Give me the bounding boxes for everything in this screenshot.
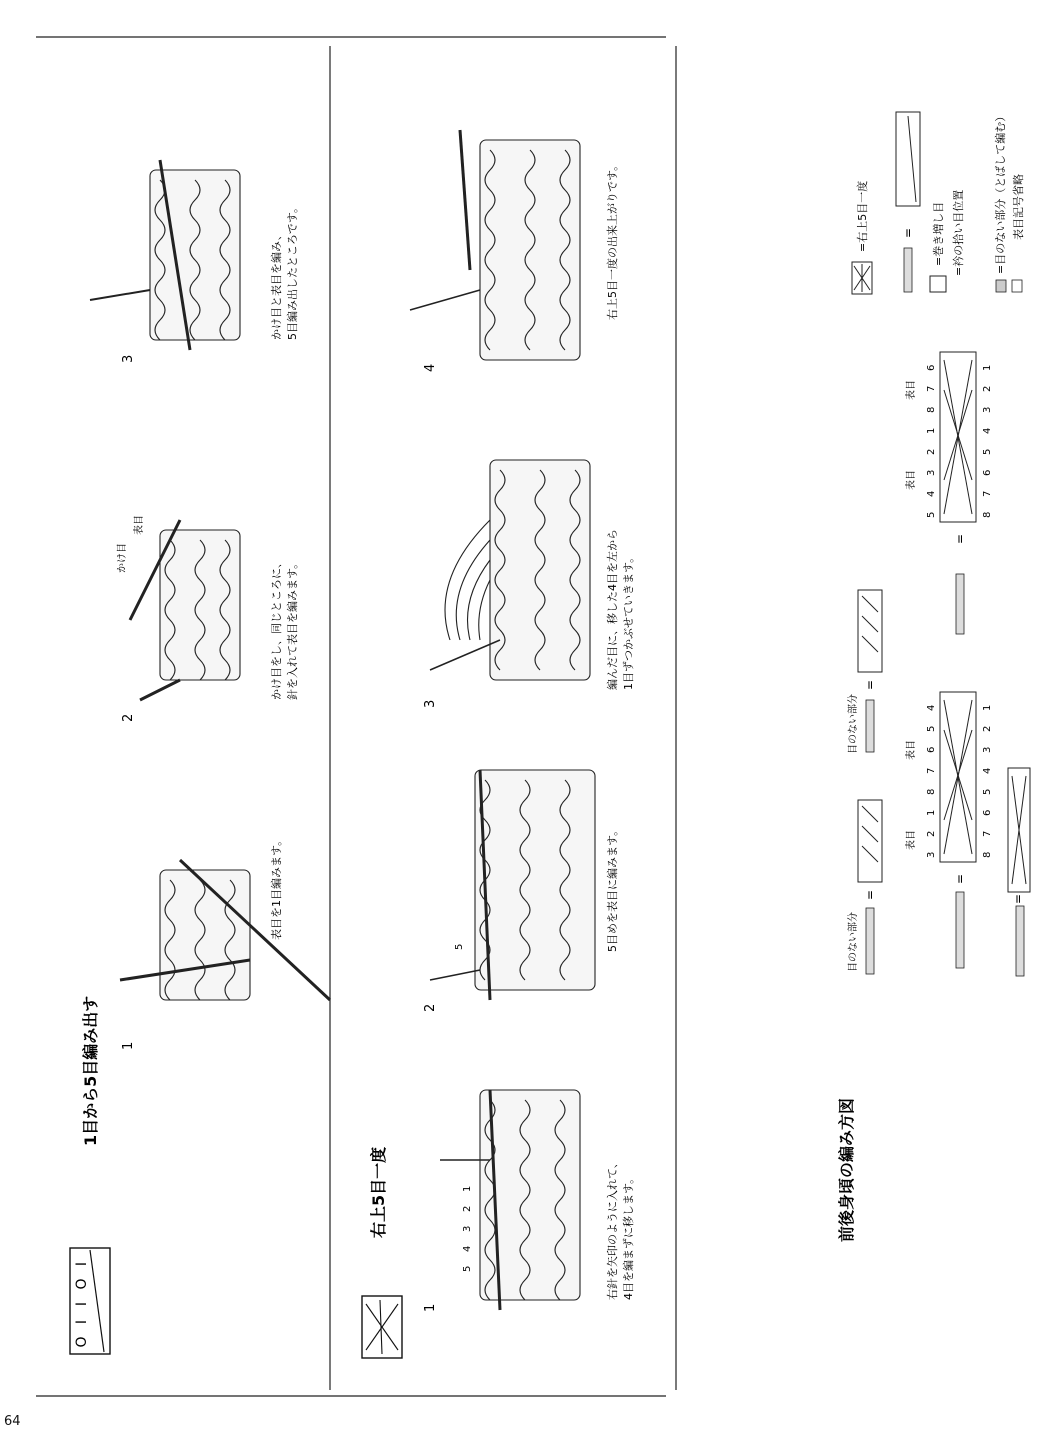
chart-a-top-num: 6 (926, 746, 937, 753)
chart-a-top-numbers (926, 705, 937, 858)
legend-mini-chart (896, 112, 920, 292)
decrease-step-2-caption: 5目めを表目に編みます。 (606, 824, 619, 952)
arrow-number-1: 1 (462, 1185, 473, 1192)
legend-symbol-cast (930, 276, 946, 292)
label-knit: 表目 (134, 515, 145, 535)
chart-b-bottom-num: 7 (982, 490, 993, 497)
cast-on-step-2-number: 2 (121, 713, 136, 722)
cast-on-title: 1目から5目編み出す (81, 995, 100, 1146)
equals-sign-4: = (953, 533, 967, 544)
chart-a-top-num: 2 (926, 830, 937, 837)
decrease-symbol-box (362, 1296, 402, 1358)
decrease-step-2-number: 2 (423, 1003, 438, 1012)
cast-on-step-3-number: 3 (121, 354, 136, 363)
chart-a-top-num: 3 (926, 851, 937, 858)
chart-b-top-num: 2 (926, 448, 937, 455)
chart-a-bottom-num: 7 (982, 830, 993, 837)
chart-b-top-numbers (926, 365, 937, 518)
diagram-title: 前後身頃の編み方図 (837, 1097, 856, 1242)
cast-on-symbol-box (70, 1248, 110, 1354)
no-stitch-label-1: 目のない部分 (848, 912, 859, 972)
legend-equals: = (901, 227, 915, 238)
arrow-number-3: 3 (462, 1225, 473, 1232)
legend-symbol-decrease (852, 262, 872, 294)
diagram-chart-a (940, 692, 976, 862)
chart-b-bottom-num: 8 (982, 511, 993, 518)
legend-item-4: =目のない部分（とばして編む） (994, 110, 1007, 274)
chart-a-top-num: 4 (926, 704, 937, 711)
cast-on-step-1-number: 1 (121, 1041, 136, 1050)
chart-a-top-num: 5 (926, 725, 937, 732)
decrease-step-1-caption-line2: 4目を編まずに移します。 (622, 1172, 635, 1300)
cast-on-step-1-caption: 表目を1目編みます。 (270, 834, 283, 940)
chart-a-bottom-num: 2 (982, 725, 993, 732)
equals-sign-3: = (953, 873, 967, 884)
diagram-chart-b (940, 352, 976, 522)
cast-on-step-2-caption-line1: かけ目をし、同じところに、 (270, 557, 283, 700)
chart-b-top-num: 6 (926, 364, 937, 371)
equals-sign-1: = (863, 889, 877, 900)
decrease-step-3-caption-line1: 編んだ目に、移した4目を左から (606, 529, 619, 690)
symbol-mark-3: I (74, 1261, 90, 1267)
chart-b-omote-label-2: 表目 (906, 380, 917, 400)
decrease-step-3-illustration (430, 460, 590, 680)
page-number: 64 (4, 1414, 21, 1429)
symbol-mark-2: O (74, 1278, 90, 1290)
cast-on-step-2-caption-line2: 針を入れて表目を編みます。 (286, 557, 299, 700)
chart-b-bottom-numbers (982, 365, 993, 518)
cast-on-step-3-caption-line1: かけ目と表目を編み、 (270, 229, 283, 340)
cast-on-step-1-illustration (120, 860, 330, 1000)
no-stitch-label-2: 目のない部分 (848, 694, 859, 754)
decrease-step-4-illustration (410, 130, 580, 360)
chart-a-top-num: 1 (926, 809, 937, 816)
symbol-mark-5: I (74, 1319, 90, 1325)
chart-a-bottom-num: 5 (982, 788, 993, 795)
arrow-number-5: 5 (462, 1265, 473, 1272)
decrease-step-2-label-5: 5 (454, 943, 465, 950)
cast-on-step-2-illustration (130, 520, 240, 700)
arrow-number-2: 2 (462, 1205, 473, 1212)
chart-a-bottom-num: 6 (982, 809, 993, 816)
chart-a-omote-label-1: 表目 (906, 830, 917, 850)
legend-symbol-omote (1012, 280, 1022, 292)
chart-b-top-num: 3 (926, 469, 937, 476)
symbol-mark-4: O (74, 1336, 90, 1348)
legend-symbol-no-stitch (996, 280, 1006, 292)
chart-b-bottom-num: 1 (982, 364, 993, 371)
chart-b-bottom-num: 6 (982, 469, 993, 476)
chart-b-bottom-num: 2 (982, 385, 993, 392)
legend-item-2: =巻き増し目 (932, 201, 945, 266)
decrease-step-1-caption-line1: 右針を矢印のように入れて、 (606, 1157, 619, 1300)
chart-b-bottom-num: 4 (982, 427, 993, 434)
cast-on-step-3-caption-line2: 5目編み出したところです。 (286, 201, 299, 340)
chart-b-bottom-num: 5 (982, 448, 993, 455)
decrease-step-3-caption-line2: 1目ずつかぶせていきます。 (622, 551, 635, 690)
decrease-step-1-illustration (440, 1090, 580, 1310)
legend-item-3: =衿の拾い目位置 (952, 189, 965, 276)
equals-sign-2: = (863, 679, 877, 690)
chart-a-bottom-numbers (982, 705, 993, 858)
decrease-title: 右上5目一度 (369, 1146, 388, 1238)
chart-b-bottom-num: 3 (982, 406, 993, 413)
decrease-step-3-number: 3 (423, 699, 438, 708)
chart-a-bottom-num: 1 (982, 704, 993, 711)
chart-a-omote-label-2: 表目 (906, 740, 917, 760)
chart-a-top-num: 7 (926, 767, 937, 774)
chart-a-bottom-num: 4 (982, 767, 993, 774)
symbol-mark-1: I (74, 1301, 90, 1307)
chart-b-top-num: 8 (926, 406, 937, 413)
decrease-step-4-number: 4 (423, 363, 438, 372)
arrow-number-4: 4 (462, 1245, 473, 1252)
decrease-step-2-illustration (430, 770, 595, 1000)
chart-a-bottom-num: 8 (982, 851, 993, 858)
chart-b-omote-label-1: 表目 (906, 470, 917, 490)
chart-a-bottom-num: 3 (982, 746, 993, 753)
legend-item-5: 表目記号省略 (1012, 174, 1025, 240)
chart-b-top-num: 7 (926, 385, 937, 392)
legend-item-1: =右上5目一度 (856, 180, 869, 252)
cast-on-step-3-illustration (90, 160, 240, 350)
chart-a-top-num: 8 (926, 788, 937, 795)
label-yarn-over: かけ目 (117, 543, 128, 573)
decrease-arrow-numbers (462, 1186, 473, 1272)
equals-sign-5: = (1011, 893, 1025, 904)
chart-b-top-num: 5 (926, 511, 937, 518)
chart-b-top-num: 1 (926, 427, 937, 434)
decrease-step-4-caption: 右上5目一度の出来上がりです。 (606, 159, 619, 320)
decrease-step-1-number: 1 (423, 1303, 438, 1312)
chart-b-top-num: 4 (926, 490, 937, 497)
